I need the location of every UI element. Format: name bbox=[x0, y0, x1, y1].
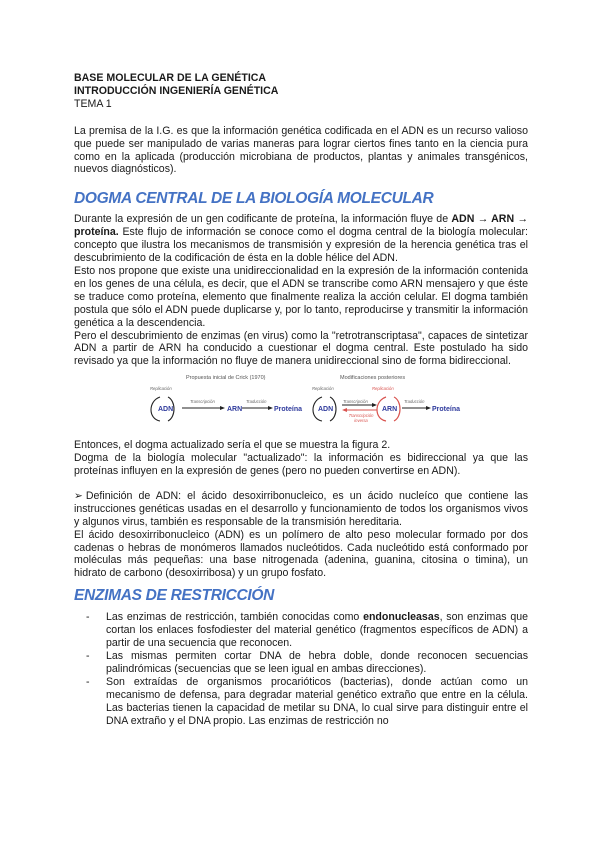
paragraph-unidirectional: Esto nos propone que existe una unidireccionalidad en la expresión de la información contenida en los genes de una célula, es decir, que el ADN se transcribe como ARN mensajero y que éste se traduce como proteína, elemento que finalmente realiza la acción celular. El dogma también postula que sólo el ADN puede duplicarse y, por lo tanto, reproducirse y transmitir la información genética a la descendencia. bbox=[74, 264, 528, 329]
label-translation: Traducción bbox=[246, 399, 267, 405]
restriction-enzymes-list bbox=[74, 611, 528, 727]
label-transcription: Transcripción bbox=[343, 399, 368, 405]
list-item bbox=[74, 650, 528, 676]
text-segment: Este flujo de información se conoce como el dogma central de la biología molecular: concepto que ilustra los mecanismos de transmisión y expresión de la herencia genética tras el descubrimiento de la codificación de ésta en la doble hélice del ADN. bbox=[74, 226, 528, 265]
figure-panel-modified bbox=[310, 371, 470, 433]
paragraph-retrotranscriptase: Pero el descubrimiento de enzimas (en virus) como la "retrotranscriptasa", capaces de sintetizar ADN a partir de ARN ha conducido a cuestionar el dogma central. Este postulado ha sido revisado ya que la información no fluye de manera unidireccional sino de forma bidireccional. bbox=[74, 329, 528, 368]
list-item-text: Las mismas permiten cortar DNA de hebra doble, donde reconocen secuencias palindrómicas (secuencias que se leen igual en ambas direcciones). bbox=[106, 650, 528, 675]
paragraph-updated-dogma-intro: Entonces, el dogma actualizado sería el que se muestra la figura 2. bbox=[74, 439, 391, 452]
node-rna: ARN bbox=[382, 406, 398, 414]
paragraph-updated-dogma: Dogma de la biología molecular "actualizado": la información es bidireccional ya que las proteínas influyen en la expresión de genes (pero no pueden convertirse en ADN). bbox=[74, 452, 528, 478]
text-segment: Las enzimas de restricción, también conocidas como bbox=[106, 611, 364, 624]
dogma-figure bbox=[74, 371, 528, 435]
paragraph-dogma-flow bbox=[74, 213, 528, 265]
document-title-line2: INTRODUCCIÓN INGENIERÍA GENÉTICA bbox=[74, 84, 279, 97]
figure-panel-crick bbox=[146, 371, 306, 433]
node-dna: ADN bbox=[158, 406, 174, 414]
text-segment: Definición de ADN: el ácido desoxirribonucleico, es un ácido nucleíco que contiene las instrucciones genéticas usadas en el desarrollo y funcionamiento de todos los organismos vivos y algunos virus, también es responsable de la transmisión hereditaria. bbox=[74, 489, 528, 528]
label-replication: Replicación bbox=[150, 386, 172, 392]
arrow-bullet-icon: ➢ bbox=[74, 489, 83, 502]
document-title-line1: BASE MOLECULAR DE LA GENÉTICA bbox=[74, 72, 267, 84]
figure-title-crick: Propuesta inicial de Crick (1970) bbox=[186, 375, 266, 382]
list-item bbox=[74, 611, 528, 650]
document-subtitle: TEMA 1 bbox=[74, 97, 112, 110]
paragraph-adn-structure: El ácido desoxirribonucleico (ADN) es un polímero de alto peso molecular formado por dos cadenas o hebras de monómeros llamados nucleótidos. Cada nucleótido está conformado por moléculas más pequeñas: una base nitrogenada (adenina, guanina, citosina o timina), un hidrato de carbono (desoxirribosa) y un grupo fosfato. bbox=[74, 528, 528, 580]
bold-term: endonucleasas bbox=[363, 611, 440, 624]
node-rna: ARN bbox=[227, 406, 243, 414]
modified-arrows-icon bbox=[310, 371, 470, 433]
label-transcription: Transcripción bbox=[190, 399, 215, 405]
list-item bbox=[74, 676, 528, 728]
section-heading-restriction-enzymes: ENZIMAS DE RESTRICCIÓN bbox=[74, 587, 275, 605]
text-segment: Durante la expresión de un gen codificante de proteína, la información fluye de bbox=[74, 213, 452, 226]
dash-bullet-icon: - bbox=[86, 611, 90, 624]
section-heading-dogma: DOGMA CENTRAL DE LA BIOLOGÍA MOLECULAR bbox=[74, 190, 434, 208]
node-protein: Proteína bbox=[274, 406, 303, 414]
list-item-text: Son extraídas de organismos procarióticos (bacterias), donde actúan como un mecanismo de defensa, para degradar material genético extraño que entre en la célula. Las bacterias tienen la capacidad de metilar su DNA, lo cual sirve para distinguir entre el DNA extraño y el DNA propio. Las enzimas de restricción no bbox=[106, 675, 528, 727]
list-item-text bbox=[106, 611, 528, 650]
paragraph-adn-definition bbox=[74, 490, 528, 529]
label-replication-dna: Replicación bbox=[312, 386, 334, 392]
text-segment: , son enzimas que cortan los enlaces fosfodiester del material genético (fragmentos específicos de ADN) a partir de una secuencia que reconocen. bbox=[106, 611, 528, 650]
figure-title-modified: Modificaciones posteriores bbox=[340, 375, 406, 382]
spacer bbox=[74, 111, 528, 125]
node-dna: ADN bbox=[318, 406, 334, 414]
node-protein: Proteína bbox=[432, 406, 461, 414]
label-reverse-transcription: Transcripción inversa bbox=[348, 413, 374, 424]
label-translation: Traducción bbox=[404, 399, 425, 405]
dash-bullet-icon: - bbox=[86, 675, 90, 688]
label-replication-rna: Replicación bbox=[372, 386, 394, 392]
spacer bbox=[74, 478, 528, 490]
crick-arrows-icon bbox=[146, 371, 306, 433]
bold-flow-text: ADN → ARN → proteína. bbox=[74, 213, 528, 239]
dash-bullet-icon: - bbox=[86, 650, 90, 662]
document-page bbox=[74, 72, 528, 727]
intro-paragraph: La premisa de la I.G. es que la información genética codificada en el ADN es un recurso valioso que puede ser manipulado de varias maneras para lograr ciertos fines tanto en la ciencia pura como en la aplicada (producción microbiana de productos, plantas y animales transgénicos, nuevos diagnósticos). bbox=[74, 124, 528, 176]
